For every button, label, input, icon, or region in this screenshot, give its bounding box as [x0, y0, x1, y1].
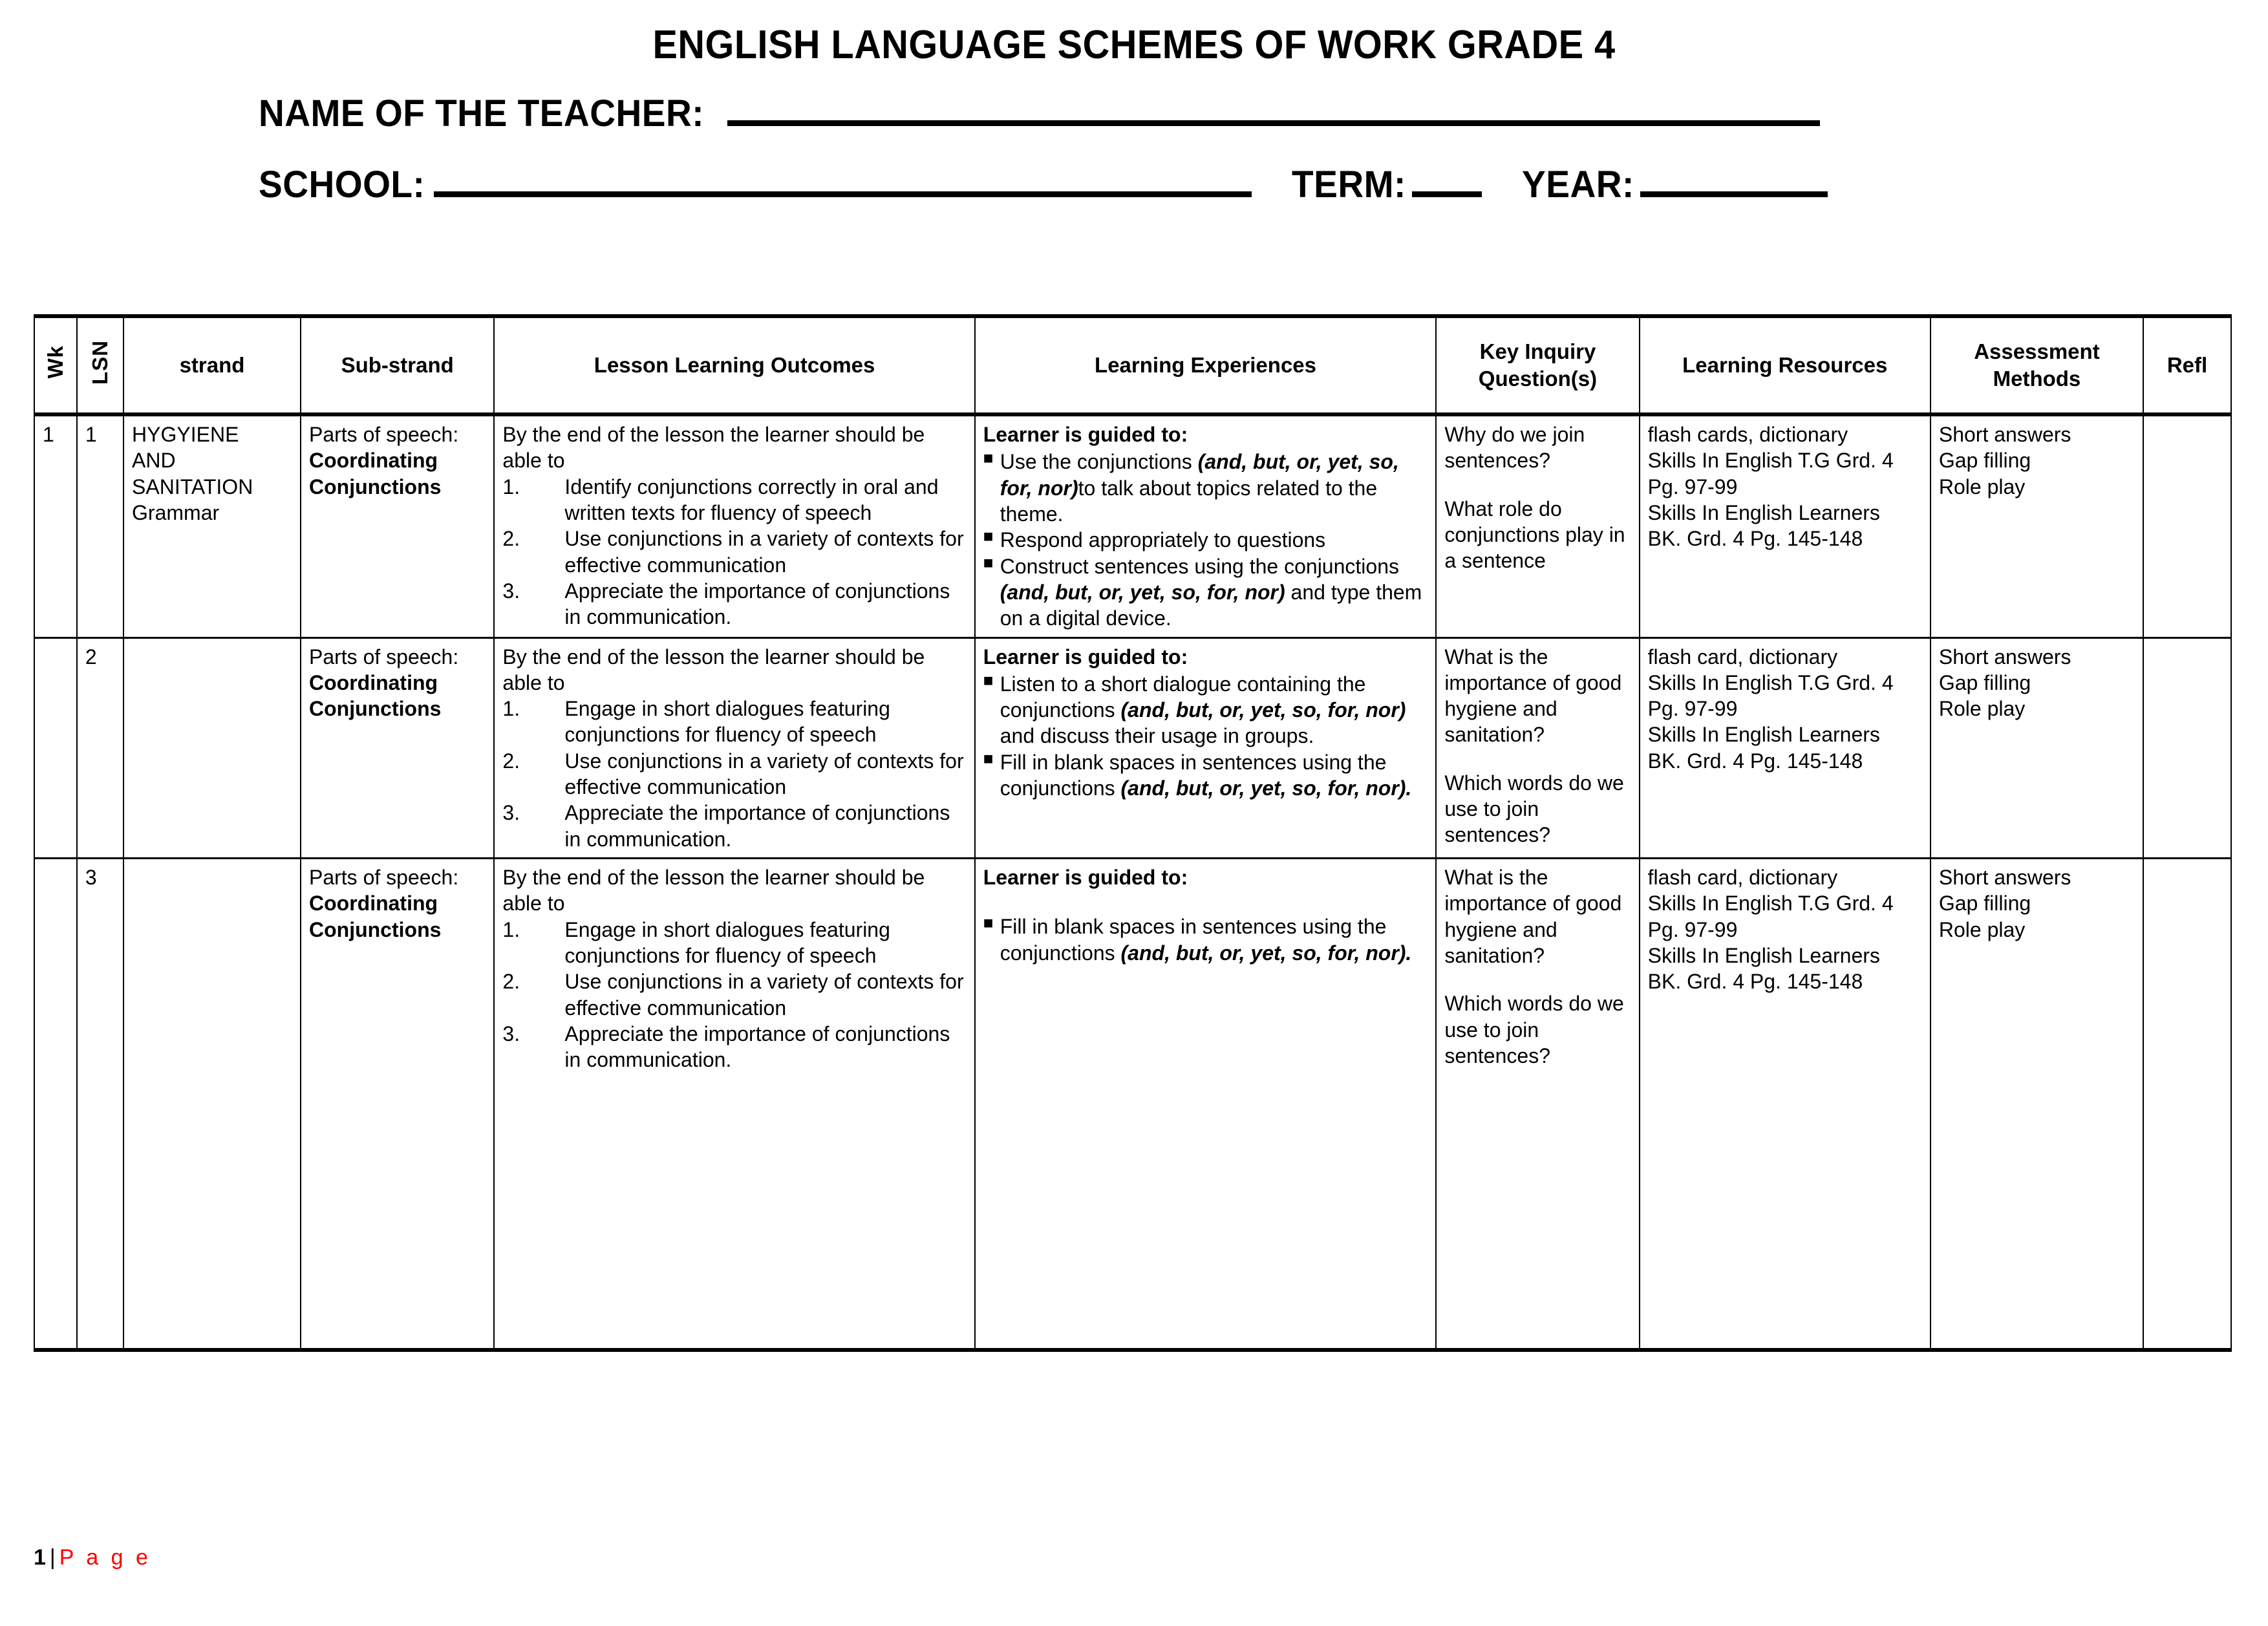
bullet-icon: ■ [983, 526, 994, 546]
outcome-item: 2. Use conjunctions in a variety of contexts for effective communication [502, 527, 964, 577]
cell-learning-experiences [975, 637, 1437, 859]
experiences-spacer [983, 892, 1429, 914]
experience-text: Fill in blank spaces in sentences using the conjunctions [1000, 750, 1387, 800]
experience-conjunctions: (and, but, or, yet, so, for, nor). [1120, 776, 1412, 800]
sub-strand-topic: Coordinating Conjunctions [308, 892, 442, 941]
schemes-of-work-table [34, 314, 2232, 1352]
cell-reflection[interactable] [2143, 414, 2231, 637]
cell-assessment-methods [1931, 637, 2143, 859]
column-header-lsn-label: LSN [88, 339, 112, 385]
column-header-sub-strand: Sub-strand [301, 316, 494, 414]
resource-line: Pg. 97-99 [1647, 917, 1738, 941]
table-row [34, 859, 2231, 1350]
key-inquiry-question: What role do conjunctions play in a sentence [1444, 497, 1625, 573]
key-inquiry-gap [1444, 474, 1632, 496]
resource-line: BK. Grd. 4 Pg. 145-148 [1647, 527, 1863, 551]
cell-key-inquiry-questions [1436, 637, 1639, 859]
cell-sub-strand [301, 414, 494, 637]
resource-line: Skills In English Learners [1647, 723, 1880, 747]
outcome-item: 2. Use conjunctions in a variety of contexts for effective communication [502, 749, 964, 799]
outcome-marker: 2. [502, 970, 520, 994]
cell-lesson-number: 3 [77, 859, 123, 1350]
outcome-marker: 1. [502, 475, 520, 498]
table-header-row [34, 316, 2231, 414]
resource-line: BK. Grd. 4 Pg. 145-148 [1647, 970, 1863, 994]
key-inquiry-question: Which words do we use to join sentences? [1444, 771, 1624, 847]
experiences-heading: Learner is guided to: [983, 423, 1188, 446]
experience-item [983, 914, 1429, 966]
resource-line: flash cards, dictionary [1647, 423, 1848, 446]
cell-week [34, 637, 77, 859]
experience-text: Use the conjunctions [1000, 450, 1198, 474]
strand-line: HYGYIENE [132, 423, 239, 446]
key-inquiry-question: Which words do we use to join sentences? [1444, 992, 1624, 1067]
experiences-heading: Learner is guided to: [983, 866, 1188, 889]
experience-text-tail: and discuss their usage in groups. [1000, 724, 1314, 748]
experiences-heading: Learner is guided to: [983, 645, 1188, 669]
assessment-line: Short answers [1938, 866, 2071, 889]
resource-line: Skills In English T.G Grd. 4 [1647, 670, 1894, 694]
cell-lesson-learning-outcomes [494, 414, 974, 637]
column-header-learning-resources: Learning Resources [1640, 316, 1931, 414]
bullet-icon: ■ [983, 913, 994, 933]
cell-strand [123, 414, 301, 637]
outcome-marker: 2. [502, 527, 520, 551]
table-row [34, 637, 2231, 859]
assessment-line: Gap filling [1938, 670, 2031, 694]
cell-week [34, 859, 77, 1350]
experience-item [983, 749, 1429, 802]
outcome-marker: 3. [502, 579, 520, 603]
strand-line: Grammar [132, 500, 220, 524]
sub-strand-category: Parts of speech: [308, 645, 459, 669]
experience-conjunctions: (and, but, or, yet, so, for, nor) [1000, 580, 1285, 604]
outcome-item: 1. Identify conjunctions correctly in oral and written texts for fluency of speech [502, 475, 939, 524]
bullet-icon: ■ [983, 748, 994, 768]
bullet-icon: ■ [983, 670, 994, 690]
teacher-field-row [259, 92, 2268, 134]
assessment-line-1: Assessment [1974, 339, 2100, 364]
page-footer [34, 1545, 151, 1570]
experiences-list [983, 914, 1429, 966]
cell-learning-resources [1640, 859, 1931, 1350]
school-term-year-row [259, 166, 2268, 204]
year-field-input[interactable] [1640, 191, 1828, 197]
outcomes-list [502, 474, 967, 630]
outcome-marker: 3. [502, 801, 520, 825]
bullet-icon: ■ [983, 552, 994, 572]
outcome-item: 3. Appreciate the importance of conjunctions in communication. [502, 1022, 950, 1072]
experience-text: Construct sentences using the conjunctions [1000, 554, 1399, 578]
resource-line: BK. Grd. 4 Pg. 145-148 [1647, 749, 1863, 773]
resource-line: flash card, dictionary [1647, 866, 1838, 889]
page-title: ENGLISH LANGUAGE SCHEMES OF WORK GRADE 4 [652, 23, 1616, 67]
column-header-wk [34, 316, 77, 414]
experience-text: Listen to a short dialogue containing the conjunctions [1000, 672, 1366, 722]
key-inquiry-gap [1444, 748, 1632, 770]
term-field-input[interactable] [1412, 191, 1482, 197]
strand-line: SANITATION [132, 475, 253, 498]
footer-separator: | [49, 1545, 56, 1570]
experience-text-tail: to talk about topics related to the theme. [1000, 476, 1378, 526]
key-inquiry-gap [1444, 968, 1632, 990]
teacher-field-label: NAME OF THE TEACHER: [259, 92, 705, 134]
school-field-input[interactable] [434, 191, 1252, 197]
cell-key-inquiry-questions [1436, 859, 1639, 1350]
key-inquiry-question: Why do we join sentences? [1444, 423, 1585, 473]
outcome-marker: 1. [502, 917, 520, 941]
cell-strand [123, 859, 301, 1350]
cell-sub-strand [301, 637, 494, 859]
resource-line: Skills In English T.G Grd. 4 [1647, 449, 1894, 473]
cell-lesson-number: 2 [77, 637, 123, 859]
outcome-marker: 1. [502, 697, 520, 721]
year-field-label: YEAR: [1522, 164, 1634, 206]
sub-strand-category: Parts of speech: [308, 866, 459, 889]
key-inquiry-question: What is the importance of good hygiene and sanitation? [1444, 866, 1622, 967]
column-header-wk-label: Wk [43, 345, 68, 379]
assessment-line: Gap filling [1938, 892, 2031, 915]
experience-text: Respond appropriately to questions [1000, 528, 1326, 552]
cell-strand [123, 637, 301, 859]
cell-lesson-number: 1 [77, 414, 123, 637]
experiences-list [983, 449, 1429, 631]
assessment-line: Short answers [1938, 423, 2071, 446]
footer-page-number: 1 [34, 1545, 46, 1570]
outcomes-intro: By the end of the lesson the learner should be able to [502, 645, 925, 694]
outcomes-list [502, 696, 967, 852]
school-field-label: SCHOOL: [259, 164, 425, 206]
resource-line: Skills In English T.G Grd. 4 [1647, 892, 1894, 915]
experience-text: Fill in blank spaces in sentences using the conjunctions [1000, 915, 1387, 965]
outcome-item: 2. Use conjunctions in a variety of contexts for effective communication [502, 970, 964, 1020]
outcomes-intro: By the end of the lesson the learner should be able to [502, 423, 925, 473]
experience-item [983, 671, 1429, 749]
experience-text-tail: and type them on a digital device. [1000, 580, 1422, 630]
assessment-line: Role play [1938, 917, 2026, 941]
table-row [34, 414, 2231, 637]
experience-item [983, 527, 1429, 553]
cell-learning-resources [1640, 637, 1931, 859]
experience-conjunctions: (and, but, or, yet, so, for, nor) [1120, 698, 1406, 722]
outcome-item: 3. Appreciate the importance of conjunctions in communication. [502, 579, 950, 629]
bullet-icon: ■ [983, 448, 994, 468]
column-header-key-inquiry-questions [1436, 316, 1639, 414]
sub-strand-topic: Coordinating Conjunctions [308, 449, 442, 498]
resource-line: Skills In English Learners [1647, 943, 1880, 967]
cell-week: 1 [34, 414, 77, 637]
cell-learning-experiences [975, 859, 1437, 1350]
key-inquiry-line-2: Question(s) [1478, 367, 1598, 390]
column-header-learning-experiences: Learning Experiences [975, 316, 1437, 414]
cell-key-inquiry-questions [1436, 414, 1639, 637]
resource-line: Skills In English Learners [1647, 500, 1880, 524]
outcomes-intro: By the end of the lesson the learner should be able to [502, 866, 925, 915]
column-header-refl: Refl [2143, 316, 2231, 414]
key-inquiry-line-1: Key Inquiry [1479, 339, 1596, 364]
outcome-item: 1. Engage in short dialogues featuring conjunctions for fluency of speech [502, 917, 890, 967]
table-body [34, 414, 2231, 1350]
outcome-item: 1. Engage in short dialogues featuring conjunctions for fluency of speech [502, 697, 890, 747]
cell-assessment-methods [1931, 859, 2143, 1350]
column-header-strand: strand [123, 316, 301, 414]
cell-sub-strand [301, 859, 494, 1350]
sub-strand-topic: Coordinating Conjunctions [308, 670, 442, 721]
outcome-marker: 3. [502, 1022, 520, 1045]
strand-line: AND [132, 449, 176, 473]
cell-reflection[interactable] [2143, 859, 2231, 1350]
teacher-field-input[interactable] [727, 120, 1820, 126]
experience-conjunctions: (and, but, or, yet, so, for, nor). [1120, 941, 1412, 965]
cell-assessment-methods [1931, 414, 2143, 637]
cell-lesson-learning-outcomes [494, 637, 974, 859]
sub-strand-category: Parts of speech: [308, 423, 459, 446]
assessment-line: Role play [1938, 697, 2026, 721]
column-header-assessment-methods [1931, 316, 2143, 414]
cell-learning-resources [1640, 414, 1931, 637]
resource-line: Pg. 97-99 [1647, 697, 1738, 721]
experience-conjunctions: (and, but, or, yet, so, for, nor) [1000, 450, 1399, 500]
footer-page-word: P a g e [59, 1545, 151, 1570]
document-page [0, 22, 2268, 1626]
resource-line: Pg. 97-99 [1647, 475, 1738, 498]
outcomes-list [502, 917, 967, 1073]
assessment-line: Gap filling [1938, 449, 2031, 473]
assessment-line: Role play [1938, 475, 2026, 498]
column-header-lsn [77, 316, 123, 414]
cell-reflection[interactable] [2143, 637, 2231, 859]
experiences-list [983, 671, 1429, 802]
term-field-label: TERM: [1291, 164, 1406, 206]
outcome-item: 3. Appreciate the importance of conjunctions in communication. [502, 801, 950, 851]
experience-item [983, 553, 1429, 632]
outcome-marker: 2. [502, 749, 520, 773]
resource-line: flash card, dictionary [1647, 645, 1838, 669]
assessment-line: Short answers [1938, 645, 2071, 669]
cell-lesson-learning-outcomes [494, 859, 974, 1350]
assessment-line-2: Methods [1993, 367, 2081, 390]
cell-learning-experiences [975, 414, 1437, 637]
column-header-lesson-learning-outcomes: Lesson Learning Outcomes [494, 316, 974, 414]
experience-item [983, 449, 1429, 527]
key-inquiry-question: What is the importance of good hygiene and sanitation? [1444, 645, 1622, 747]
